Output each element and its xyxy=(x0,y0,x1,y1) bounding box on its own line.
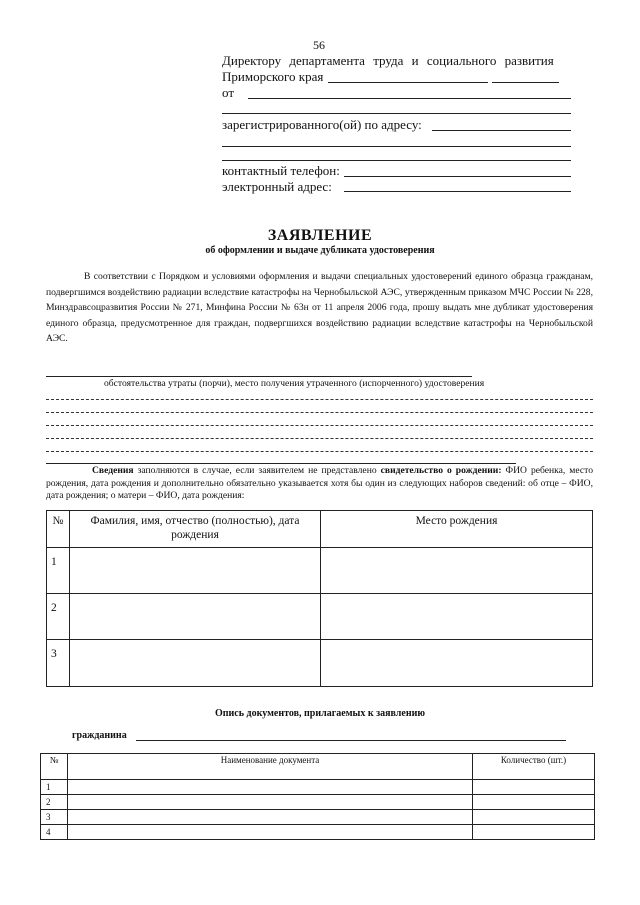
birth-info-table xyxy=(46,510,593,687)
email-label: электронный адрес: xyxy=(222,179,332,194)
table2-cell-quantity[interactable] xyxy=(473,780,595,795)
table1-row-number: 3 xyxy=(47,640,70,687)
note-bold-mid: свидетельство о рождении: xyxy=(380,465,502,476)
inventory-title: Опись документов, прилагаемых к заявлению xyxy=(215,708,425,719)
table1-cell-name[interactable] xyxy=(70,640,321,687)
registered-label: зарегистрированного(ой) по адресу: xyxy=(222,117,422,132)
email-field[interactable] xyxy=(344,191,571,192)
table2-header-number: № xyxy=(41,754,68,780)
document-title: ЗАЯВЛЕНИЕ xyxy=(267,227,373,244)
region-underline-2 xyxy=(492,82,559,83)
address-field[interactable] xyxy=(432,130,571,131)
table1-header-birthplace: Место рождения xyxy=(321,511,593,548)
from-field-2[interactable] xyxy=(222,113,571,114)
citizen-field[interactable] xyxy=(136,740,566,741)
citizen-label: гражданина xyxy=(72,730,127,741)
table1-cell-birthplace[interactable] xyxy=(321,594,593,640)
table1-row-number: 1 xyxy=(47,548,70,594)
from-field[interactable] xyxy=(248,98,571,99)
document-subtitle: об оформлении и выдаче дубликата удостоверения xyxy=(205,245,435,256)
table1-header-number: № xyxy=(47,511,70,548)
documents-table xyxy=(40,753,595,840)
circumstances-line-6[interactable] xyxy=(46,463,516,464)
page-number: 56 xyxy=(313,38,325,52)
circumstances-line-4[interactable] xyxy=(46,438,593,439)
circumstances-line-1[interactable] xyxy=(46,399,593,400)
table1-cell-name[interactable] xyxy=(70,594,321,640)
table1-header-name: Фамилия, имя, отчество (полностью), дата рождения xyxy=(70,511,321,548)
addressee-line-2: Приморского края xyxy=(222,69,324,84)
table-row xyxy=(41,780,595,795)
table-row xyxy=(47,640,593,687)
circumstances-line-2[interactable] xyxy=(46,412,593,413)
table2-cell-quantity[interactable] xyxy=(473,825,595,840)
region-underline xyxy=(328,82,488,83)
address-field-3[interactable] xyxy=(222,160,571,161)
table1-cell-birthplace[interactable] xyxy=(321,640,593,687)
table1-cell-birthplace[interactable] xyxy=(321,548,593,594)
table2-cell-document[interactable] xyxy=(68,780,473,795)
from-label: от xyxy=(222,85,235,100)
circumstances-line-5[interactable] xyxy=(46,451,593,452)
circumstances-caption: обстоятельства утраты (порчи), место получения утраченного (испорченного) удостоверения xyxy=(104,378,485,389)
note-middle: заполняются в случае, если заявителем не представлено xyxy=(133,465,381,476)
circumstances-line-3[interactable] xyxy=(46,425,593,426)
table1-row-number: 2 xyxy=(47,594,70,640)
statement-paragraph: В соответствии с Порядком и условиями оформления и выдачи специальных удостоверений единого образца гражданам, подвергшимся воздействию радиации вследствие катастрофы на Чернобыльской АЭС, утвержденным приказом МЧС России № 228, Минздравсоцразвития России № 271, Минфина России № 63н от 11 апреля 2006 года, прошу выдать мне дубликат удостоверения единого образца, предусмотренное для граждан, подвергшихся воздействию радиации вследствие катастрофы на Чернобыльской АЭС. xyxy=(46,271,593,345)
table-row xyxy=(41,825,595,840)
address-field-2[interactable] xyxy=(222,146,571,147)
circumstances-field[interactable] xyxy=(46,376,472,377)
table2-cell-quantity[interactable] xyxy=(473,795,595,810)
table2-row-number: 1 xyxy=(41,780,68,795)
table2-header-quantity: Количество (шт.) xyxy=(473,754,595,780)
note-bold-start: Сведения xyxy=(92,465,134,476)
table2-cell-document[interactable] xyxy=(68,810,473,825)
table-row xyxy=(47,548,593,594)
table1-cell-name[interactable] xyxy=(70,548,321,594)
table-row xyxy=(41,810,595,825)
table2-cell-quantity[interactable] xyxy=(473,810,595,825)
table2-header-document: Наименование документа xyxy=(68,754,473,780)
table2-cell-document[interactable] xyxy=(68,795,473,810)
phone-label: контактный телефон: xyxy=(222,163,340,178)
table2-row-number: 3 xyxy=(41,810,68,825)
table2-row-number: 4 xyxy=(41,825,68,840)
birth-info-note xyxy=(46,465,593,503)
addressee-line-1: Директору департамента труда и социального развития xyxy=(222,53,554,68)
note-end: ФИО ребенка, место рождения, дата рождения и дополнительно обязательно указывается хотя бы один из следующих наборов сведений: об отце – ФИО, дата рождения; о матери – ФИО, дата рождения: xyxy=(46,465,593,501)
phone-field[interactable] xyxy=(344,176,571,177)
table-row xyxy=(47,594,593,640)
table2-cell-document[interactable] xyxy=(68,825,473,840)
table-row xyxy=(41,795,595,810)
table2-row-number: 2 xyxy=(41,795,68,810)
